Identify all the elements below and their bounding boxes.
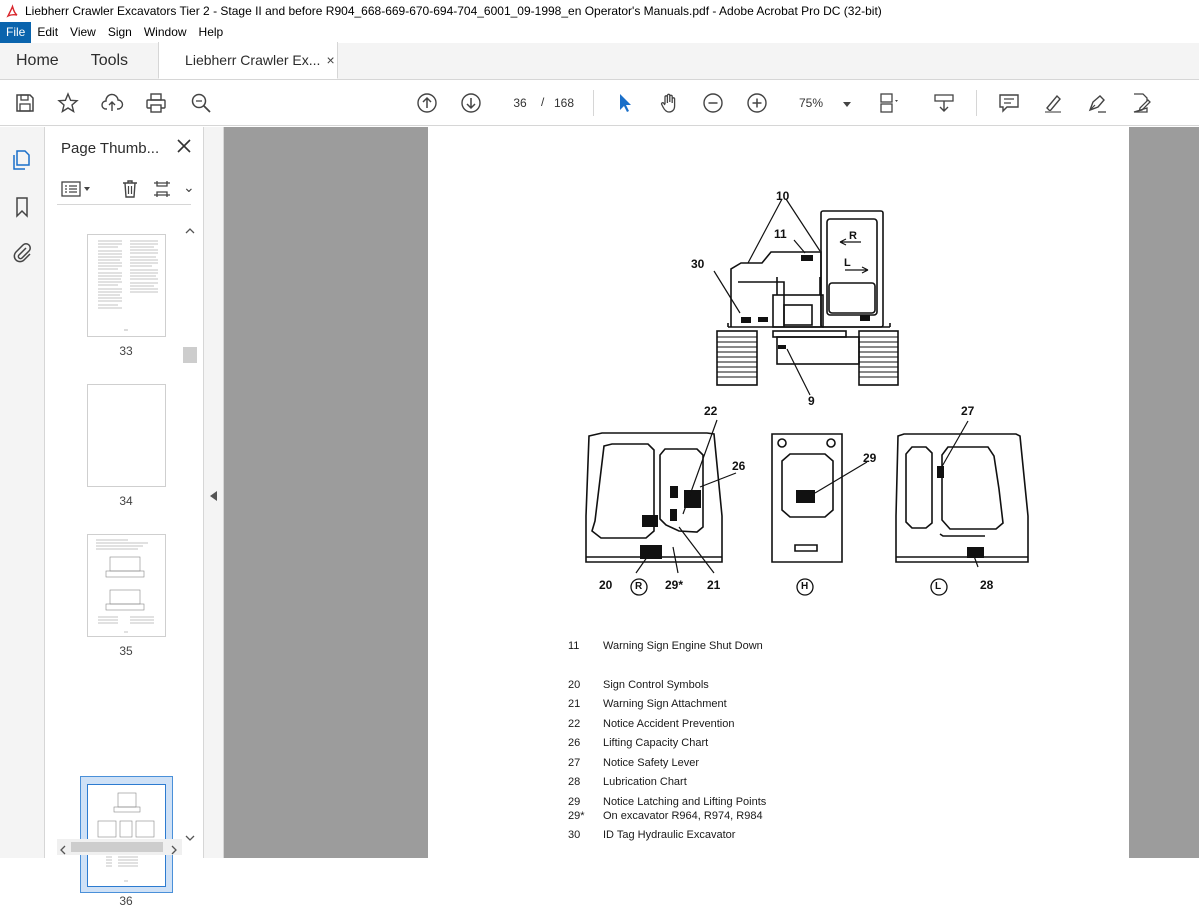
view-letter-h: H (801, 581, 809, 592)
delete-icon[interactable] (120, 179, 140, 204)
legend-row (568, 698, 868, 712)
print-icon[interactable] (144, 91, 168, 115)
total-pages: 168 (554, 96, 575, 110)
legend-number: 22 (568, 718, 581, 730)
edit-document-icon[interactable] (1129, 91, 1153, 115)
tab-home[interactable]: Home (16, 52, 59, 69)
comment-icon[interactable] (997, 91, 1021, 115)
toolbar-divider (593, 90, 594, 116)
chevron-down-icon (843, 96, 851, 110)
menu-bar (0, 22, 1199, 43)
page-number-input[interactable] (502, 91, 538, 115)
zoom-search-icon[interactable] (189, 91, 213, 115)
attachment-icon[interactable] (10, 240, 34, 264)
legend-number: 27 (568, 757, 581, 769)
sign-pen-icon[interactable] (1085, 91, 1109, 115)
legend-text: On excavator R964, R974, R984 (603, 810, 763, 822)
menu-file[interactable]: File (0, 22, 31, 43)
view-letter-l: L (935, 581, 942, 592)
menu-sign[interactable]: Sign (107, 25, 132, 39)
callout-11: 11 (774, 227, 787, 241)
scrollbar-thumb[interactable] (183, 347, 197, 363)
arrow-label-l: L (844, 257, 851, 269)
thumbnails-panel (45, 127, 204, 908)
fit-page-icon[interactable] (876, 91, 900, 115)
menu-edit[interactable]: Edit (37, 25, 59, 39)
legend-number: 29 (568, 796, 581, 808)
menu-view[interactable]: View (70, 25, 96, 39)
legend-row (568, 796, 868, 810)
thumbnails-scrollbar[interactable] (182, 219, 198, 839)
horizontal-scrollbar-thumb[interactable] (71, 842, 163, 852)
pdf-page (428, 127, 1129, 858)
legend-number: 11 (568, 640, 580, 652)
toolbar (0, 80, 1199, 126)
document-tab-label: Liebherr Crawler Ex... (185, 52, 321, 68)
tab-document[interactable] (158, 42, 338, 79)
upload-cloud-icon[interactable] (100, 91, 124, 115)
close-panel-icon[interactable] (177, 139, 191, 158)
legend-row (568, 737, 868, 751)
zoom-in-icon[interactable] (745, 91, 769, 115)
bookmark-icon[interactable] (10, 195, 34, 219)
legend-text: Notice Safety Lever (603, 757, 699, 769)
legend-row (568, 640, 868, 654)
menu-window[interactable]: Window (143, 25, 187, 39)
collapse-panel-icon[interactable] (210, 488, 218, 506)
zoom-value: 75% (799, 96, 824, 110)
page-thumbnails-icon[interactable] (10, 148, 34, 172)
star-icon[interactable] (56, 91, 80, 115)
legend-text: Warning Sign Attachment (603, 698, 727, 710)
thumbnail-label-36: 36 (119, 894, 133, 908)
page-separator: / (541, 95, 545, 109)
legend-text: Warning Sign Engine Shut Down (603, 640, 763, 652)
thumbnail-page-34[interactable] (87, 384, 166, 487)
callout-9: 9 (808, 394, 815, 408)
legend-number: 26 (568, 737, 581, 749)
callout-30: 30 (691, 257, 705, 271)
scroll-right-icon[interactable] (171, 842, 178, 860)
callout-21: 21 (707, 578, 721, 592)
thumbnail-page-33[interactable] (87, 234, 166, 337)
legend-text: Sign Control Symbols (603, 679, 709, 691)
panel-collapse-strip[interactable] (204, 127, 224, 858)
highlight-pen-icon[interactable] (1041, 91, 1065, 115)
title-bar (0, 0, 1199, 22)
legend-row (568, 810, 868, 824)
more-tools-icon[interactable]: ⌄ (183, 179, 195, 195)
tab-bar (0, 43, 1199, 80)
menu-help[interactable]: Help (198, 25, 224, 39)
thumbnail-label-35: 35 (119, 644, 133, 658)
hand-tool-icon[interactable] (657, 91, 681, 115)
next-page-icon[interactable] (459, 91, 483, 115)
thumbnails-list (45, 227, 181, 908)
view-letter-r: R (635, 581, 643, 592)
scroll-mode-icon[interactable] (932, 91, 956, 115)
callout-20: 20 (599, 578, 613, 592)
callout-28: 28 (980, 578, 994, 592)
save-icon[interactable] (13, 91, 37, 115)
legend-number: 30 (568, 829, 581, 841)
horizontal-scrollbar[interactable] (57, 839, 182, 855)
callout-10: 10 (776, 189, 790, 203)
legend-number: 29* (568, 810, 585, 822)
thumbnails-toolbar (57, 175, 195, 205)
legend-row (568, 829, 868, 843)
acrobat-icon (5, 4, 19, 18)
callout-27: 27 (961, 404, 975, 418)
thumbnail-label-34: 34 (119, 494, 133, 508)
zoom-select[interactable] (789, 91, 859, 115)
legend-row (568, 757, 868, 771)
legend-row (568, 679, 868, 693)
callout-29-star: 29* (665, 578, 684, 592)
callout-29: 29 (863, 451, 877, 465)
legend-number: 28 (568, 776, 581, 788)
window-title: Liebherr Crawler Excavators Tier 2 - Stage II and before R904_668-669-670-694-704_6001_09-1998_en Operator's Manuals.pdf - Adobe Acrobat Pro DC (32-bit) (25, 4, 882, 18)
close-tab-icon[interactable]: × (326, 52, 335, 68)
extract-pages-icon[interactable] (152, 179, 172, 204)
thumbnails-title: Page Thumb... (61, 139, 160, 157)
thumbnails-header (61, 137, 191, 159)
legend-row (568, 776, 868, 790)
thumbnail-label-33: 33 (119, 344, 133, 358)
left-rail (0, 127, 45, 858)
scroll-left-icon[interactable] (59, 842, 66, 860)
scroll-down-icon[interactable] (185, 829, 195, 847)
legend-row (568, 718, 868, 732)
callout-26: 26 (732, 459, 746, 473)
legend-text: Notice Accident Prevention (603, 718, 735, 730)
thumbnail-page-36[interactable] (87, 784, 166, 887)
callout-22: 22 (704, 404, 718, 418)
thumbnail-options-icon[interactable] (61, 181, 91, 202)
legend-text: Notice Latching and Lifting Points (603, 796, 767, 808)
zoom-out-icon[interactable] (701, 91, 725, 115)
scroll-up-icon[interactable] (185, 221, 195, 239)
previous-page-icon[interactable] (415, 91, 439, 115)
legend-text: Lubrication Chart (603, 776, 687, 788)
tab-tools[interactable]: Tools (90, 52, 129, 69)
legend-number: 21 (568, 698, 581, 710)
document-viewer[interactable] (224, 127, 1199, 858)
legend-text: ID Tag Hydraulic Excavator (603, 829, 736, 841)
toolbar-divider (976, 90, 977, 116)
select-cursor-icon[interactable] (613, 91, 637, 115)
legend-text: Lifting Capacity Chart (603, 737, 709, 749)
thumbnail-page-35[interactable] (87, 534, 166, 637)
arrow-label-r: R (849, 230, 857, 242)
legend-number: 20 (568, 679, 581, 691)
